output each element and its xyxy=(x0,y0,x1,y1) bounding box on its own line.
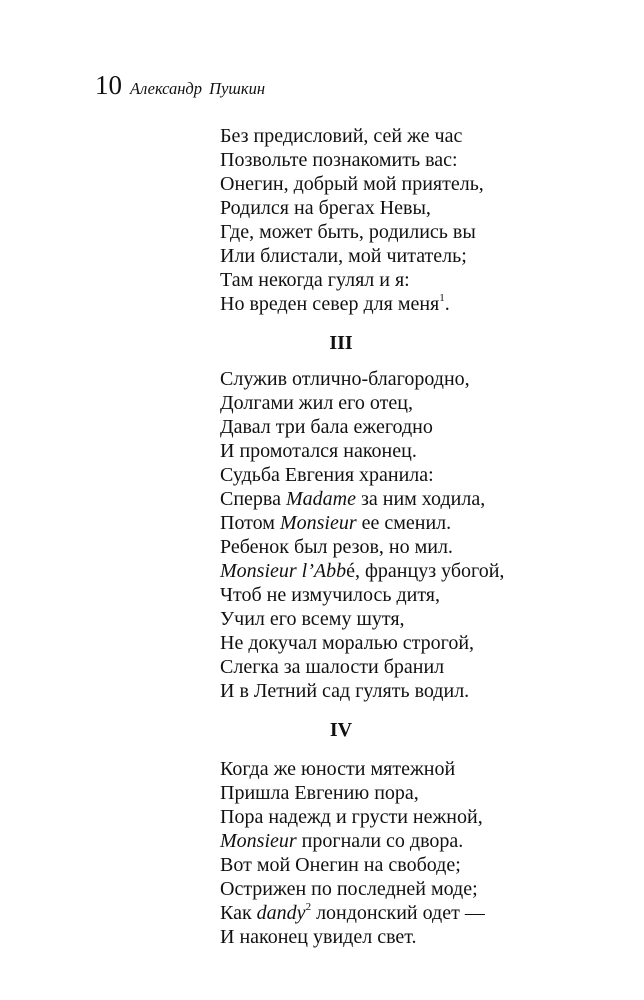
verse-text: Судьба Евгения хранила: xyxy=(220,464,434,486)
verse-text: Или блистали, мой читатель; xyxy=(220,245,467,267)
poem-text xyxy=(220,124,620,949)
italic-text: dandy xyxy=(256,902,306,924)
verse-line xyxy=(220,853,620,877)
verse-text: Ребенок был резов, но мил. xyxy=(220,536,453,558)
verse-text: Родился на брегах Невы, xyxy=(220,197,431,219)
verse-text: Давал три бала ежегодно xyxy=(220,416,433,438)
verse-text: Острижен по последней моде; xyxy=(220,878,478,900)
verse-text: Потом xyxy=(220,512,280,534)
verse-text: Там некогда гулял и я: xyxy=(220,269,410,291)
verse-line xyxy=(220,463,620,487)
verse-text: лондонский одет — xyxy=(311,902,485,924)
italic-text: Monsieur xyxy=(220,830,297,852)
verse-text: Учил его всему шутя, xyxy=(220,608,405,630)
verse-line xyxy=(220,679,620,703)
italic-text: Madame xyxy=(285,488,356,510)
verse-text: Долгами жил его отец, xyxy=(220,392,413,414)
verse-text: И наконец увидел свет. xyxy=(220,926,417,948)
verse-line xyxy=(220,925,620,949)
running-head: Александр Пушкин xyxy=(130,79,265,98)
stanza xyxy=(220,757,620,949)
verse-text: Не докучал моралью строгой, xyxy=(220,632,475,654)
verse-line xyxy=(220,805,620,829)
verse-text: Пора надежд и грусти нежной, xyxy=(220,806,483,828)
verse-line xyxy=(220,220,620,244)
verse-line xyxy=(220,172,620,196)
verse-text: Служив отлично-благородно, xyxy=(220,368,470,390)
verse-line xyxy=(220,196,620,220)
verse-text: И в Летний сад гулять водил. xyxy=(220,680,470,702)
verse-text: Когда же юности мятежной xyxy=(220,758,456,780)
verse-line xyxy=(220,877,620,901)
verse-text: Без предисловий, сей же час xyxy=(220,125,463,147)
verse-line xyxy=(220,439,620,463)
verse-line xyxy=(220,415,620,439)
verse-line xyxy=(220,607,620,631)
verse-text: Сперва xyxy=(220,488,286,510)
verse-line xyxy=(220,535,620,559)
verse-text: Как xyxy=(220,902,257,924)
stanza-number: IV xyxy=(329,719,353,741)
stanza-number: III xyxy=(329,332,353,354)
verse-line xyxy=(220,757,620,781)
verse-line xyxy=(220,268,620,292)
verse-text: . xyxy=(444,293,450,315)
stanza xyxy=(220,124,620,316)
verse-text: Где, может быть, родились вы xyxy=(220,221,476,243)
verse-line xyxy=(220,781,620,805)
verse-text: Онегин, добрый мой приятель, xyxy=(220,173,484,195)
verse-line xyxy=(220,655,620,679)
italic-text: Monsieur l’Abb xyxy=(220,560,347,582)
verse-line xyxy=(220,901,620,925)
verse-line xyxy=(220,487,620,511)
verse-text: é, француз убогой, xyxy=(346,560,505,582)
page-number: 10 xyxy=(95,70,122,100)
verse-text: прогнали со двора. xyxy=(296,830,464,852)
verse-text: Слегка за шалости бранил xyxy=(220,656,445,678)
footnote-marker: 2 xyxy=(305,901,312,914)
verse-line xyxy=(220,244,620,268)
verse-line xyxy=(220,631,620,655)
verse-text: И промотался наконец. xyxy=(220,440,417,462)
verse-text: Вот мой Онегин на свободе; xyxy=(220,854,461,876)
verse-line xyxy=(220,292,620,316)
page-header xyxy=(95,72,265,99)
verse-text: Но вреден север для меня xyxy=(220,293,440,315)
verse-line xyxy=(220,367,620,391)
verse-line xyxy=(220,829,620,853)
verse-line xyxy=(220,124,620,148)
verse-line xyxy=(220,511,620,535)
verse-text: Пришла Евгению пора, xyxy=(220,782,419,804)
stanza xyxy=(220,367,620,703)
verse-line xyxy=(220,391,620,415)
verse-line xyxy=(220,559,620,583)
verse-text: Позвольте познакомить вас: xyxy=(220,149,458,171)
verse-line xyxy=(220,148,620,172)
verse-line xyxy=(220,583,620,607)
verse-text: за ним ходила, xyxy=(355,488,486,510)
verse-text: Чтоб не измучилось дитя, xyxy=(220,584,440,606)
footnote-marker: 1 xyxy=(439,292,445,305)
verse-text: ее сменил. xyxy=(356,512,452,534)
italic-text: Monsieur xyxy=(279,512,357,534)
